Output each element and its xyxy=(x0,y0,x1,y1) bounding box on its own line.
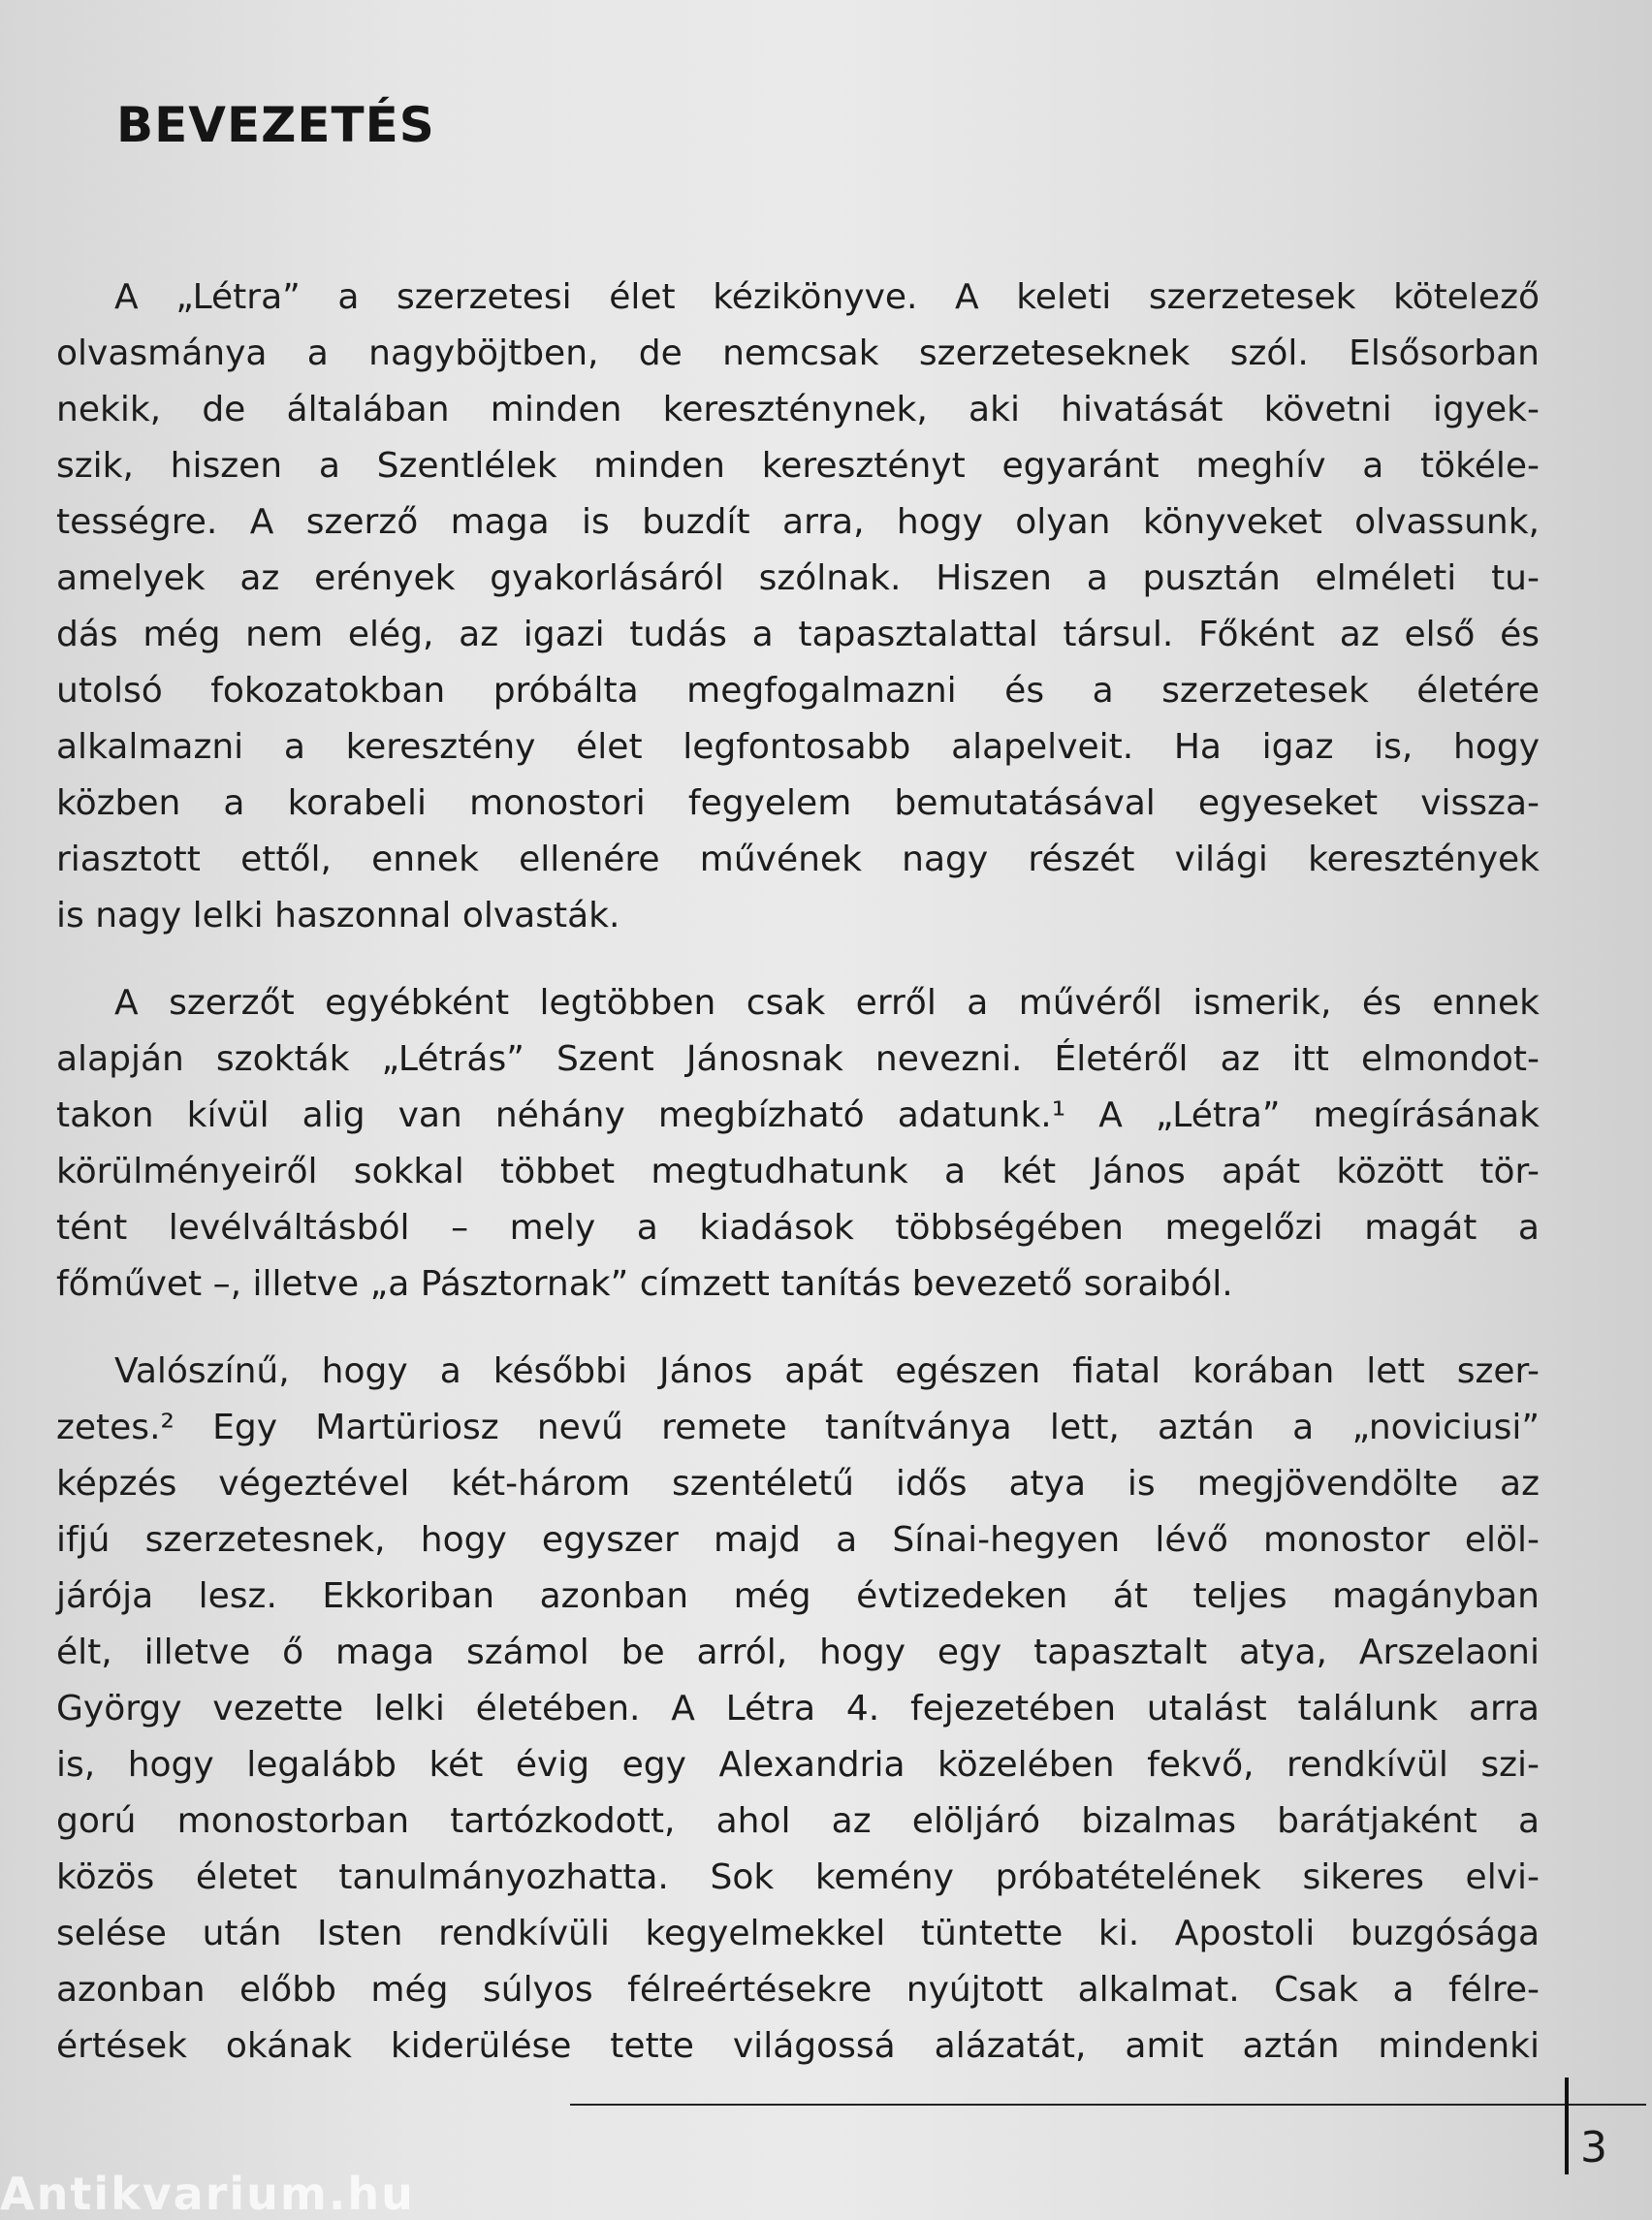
text-line: utolsó fokozatokban próbálta megfogalmazni és a szerzetesek életére xyxy=(56,671,1540,711)
text-line: is nagy lelki haszonnal olvasták. xyxy=(56,896,620,936)
watermark: Antikvarium.hu xyxy=(0,2168,415,2220)
text-line: körülményeiről sokkal többet megtudhatunk a két János apát között tör- xyxy=(56,1152,1540,1191)
paragraph-gap xyxy=(56,944,1540,975)
text-line: nekik, de általában minden kereszténynek, aki hivatását követni igyek- xyxy=(56,390,1540,429)
text-line: járója lesz. Ekkoriban azonban még évtizedeken át teljes magányban xyxy=(56,1576,1540,1616)
text-line: azonban előbb még súlyos félreértésekre nyújtott alkalmat. Csak a félre- xyxy=(56,1970,1540,2010)
text-line: olvasmánya a nagyböjtben, de nemcsak szerzeteseknek szól. Elsősorban xyxy=(56,333,1540,373)
text-line: főművet –, illetve „a Pásztornak” címzett tanítás bevezető soraiból. xyxy=(56,1264,1233,1304)
text-line: képzés végeztével két-három szentéletű idős atya is megjövendölte az xyxy=(56,1464,1540,1504)
text-line: takon kívül alig van néhány megbízható adatunk.¹ A „Létra” megírásának xyxy=(56,1095,1540,1135)
page-number-divider xyxy=(1565,2077,1569,2174)
text-line: tességre. A szerző maga is buzdít arra, hogy olyan könyveket olvassunk, xyxy=(56,502,1540,542)
text-line: zetes.² Egy Martüriosz nevű remete tanítványa lett, aztán a „noviciusi” xyxy=(56,1408,1540,1447)
text-line: dás még nem elég, az igazi tudás a tapasztalattal társul. Főként az első és xyxy=(56,615,1540,654)
text-line: szik, hiszen a Szentlélek minden keresztényt egyaránt meghív a tökéle- xyxy=(56,446,1540,486)
text-line: tént levélváltásból – mely a kiadások többségében megelőzi magát a xyxy=(56,1208,1540,1248)
text-line: közös életet tanulmányozhatta. Sok kemény próbatételének sikeres elvi- xyxy=(56,1857,1540,1897)
paragraph xyxy=(56,1344,1540,2075)
chapter-heading: BEVEZETÉS xyxy=(116,97,435,153)
paragraph xyxy=(56,975,1540,1313)
text-line: közben a korabeli monostori fegyelem bemutatásával egyeseket vissza- xyxy=(56,783,1540,823)
text-line: alkalmazni a keresztény élet legfontosabb alapelveit. Ha igaz is, hogy xyxy=(56,727,1540,767)
text-line: György vezette lelki életében. A Létra 4. fejezetében utalást találunk arra xyxy=(56,1689,1540,1728)
paragraph xyxy=(56,270,1540,944)
text-line: selése után Isten rendkívüli kegyelmekkel tüntette ki. Apostoli buzgósága xyxy=(56,1914,1540,1953)
text-line: Valószínű, hogy a későbbi János apát egészen fiatal korában lett szer- xyxy=(114,1351,1540,1391)
paragraph-gap xyxy=(56,1313,1540,1344)
text-line: ifjú szerzetesnek, hogy egyszer majd a Sínai-hegyen lévő monostor elöl- xyxy=(56,1520,1540,1560)
text-line: is, hogy legalább két évig egy Alexandria közelében fekvő, rendkívül szi- xyxy=(56,1745,1540,1785)
text-line: alapján szokták „Létrás” Szent Jánosnak nevezni. Életéről az itt elmondot- xyxy=(56,1039,1540,1079)
page-number: 3 xyxy=(1580,2123,1607,2172)
text-line: amelyek az erények gyakorlásáról szólnak. Hiszen a pusztán elméleti tu- xyxy=(56,558,1540,598)
text-line: riasztott ettől, ennek ellenére művének nagy részét világi keresztények xyxy=(56,840,1540,879)
text-line: A „Létra” a szerzetesi élet kézikönyve. A keleti szerzetesek kötelező xyxy=(114,277,1540,317)
footer-rule xyxy=(570,2104,1646,2106)
text-line: A szerzőt egyébként legtöbben csak erről a művéről ismerik, és ennek xyxy=(114,983,1540,1023)
text-line: élt, illetve ő maga számol be arról, hogy egy tapasztalt atya, Arszelaoni xyxy=(56,1633,1540,1672)
text-line: gorú monostorban tartózkodott, ahol az elöljáró bizalmas barátjaként a xyxy=(56,1801,1540,1841)
body-text xyxy=(56,270,1540,2075)
text-line: értések okának kiderülése tette világossá alázatát, amit aztán mindenki xyxy=(56,2026,1540,2066)
